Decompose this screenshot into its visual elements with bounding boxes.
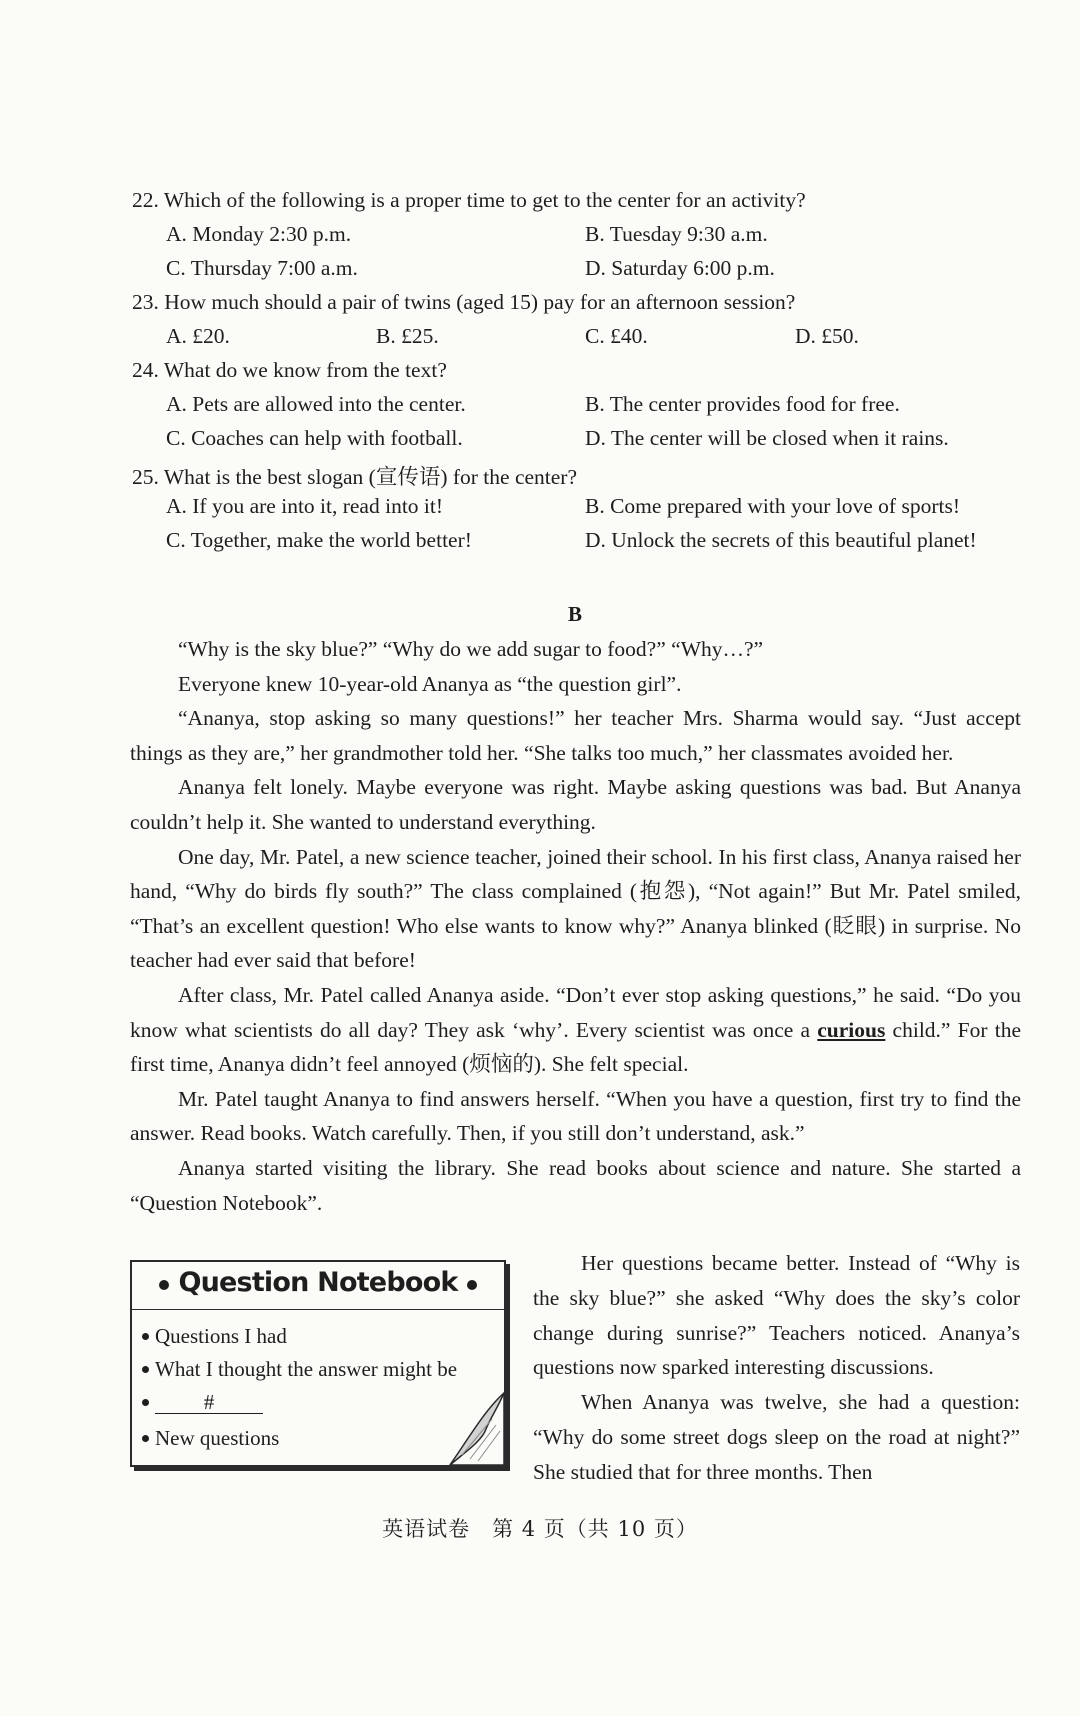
bullet-dot-icon	[142, 1333, 149, 1340]
option-a: A. If you are into it, read into it!	[166, 494, 444, 518]
question-stem: 24. What do we know from the text?	[132, 358, 447, 382]
option-c: C. Thursday 7:00 a.m.	[166, 256, 358, 280]
notebook-title: Question Notebook	[178, 1267, 458, 1298]
question-stem: 23. How much should a pair of twins (aged 15) pay for an afternoon session?	[132, 290, 796, 314]
option-c: C. £40.	[585, 324, 648, 348]
question-stem: 22. Which of the following is a proper time to get to the center for an activity?	[132, 188, 806, 212]
page-curl-icon	[442, 1389, 506, 1467]
option-d: D. Unlock the secrets of this beautiful planet!	[585, 528, 977, 552]
option-d: D. £50.	[795, 324, 859, 348]
notebook-item: What I thought the answer might be	[142, 1357, 457, 1382]
passage-paragraph: “Why is the sky blue?” “Why do we add sugar to food?” “Why…?”	[178, 637, 764, 661]
option-c: C. Coaches can help with football.	[166, 426, 463, 450]
notebook-header	[132, 1262, 504, 1310]
question-notebook-figure	[130, 1260, 506, 1467]
option-a: A. Monday 2:30 p.m.	[166, 222, 352, 246]
bullet-dot-icon	[467, 1280, 477, 1290]
paragraph-text: After class, Mr. Patel called Ananya aside. “Don’t ever stop asking questions,” he said. “Do you know what scientists do all day? They ask ‘why’. Every scientist was once a	[130, 982, 1021, 1042]
passage-paragraph: Mr. Patel taught Ananya to find answers herself. “When you have a question, first try to find the answer. Read books. Watch carefully. Then, if you still don’t understand, ask.”	[130, 1086, 1021, 1146]
page-footer: 英语试卷 第 4 页（共 10 页）	[382, 1517, 698, 1541]
passage-paragraph: Everyone knew 10-year-old Ananya as “the question girl”.	[178, 671, 682, 696]
bullet-dot-icon	[142, 1366, 149, 1373]
notebook-item-blank	[142, 1390, 263, 1415]
passage-side-column	[533, 1246, 1020, 1490]
option-b: B. £25.	[376, 324, 439, 348]
option-d: D. The center will be closed when it rains.	[585, 426, 949, 450]
option-d: D. Saturday 6:00 p.m.	[585, 256, 775, 280]
notebook-item: Questions I had	[142, 1324, 287, 1349]
paragraph-text: child.” For the first time, Ananya didn’t feel annoyed (烦恼的). She felt special.	[130, 1017, 1021, 1077]
option-b: B. Come prepared with your love of sports!	[585, 494, 960, 518]
bullet-dot-icon	[142, 1435, 149, 1442]
section-heading: B	[567, 602, 582, 626]
answer-blank: #	[155, 1391, 263, 1414]
option-c: C. Together, make the world better!	[166, 528, 472, 552]
notebook-item: New questions	[142, 1426, 279, 1451]
passage-paragraph: When Ananya was twelve, she had a question: “Why do some street dogs sleep on the road at night?” She studied that for three months. Then	[533, 1390, 1020, 1484]
option-b: B. Tuesday 9:30 a.m.	[585, 222, 768, 246]
underlined-word: curious	[817, 1017, 886, 1042]
reading-passage	[130, 632, 1021, 1220]
passage-paragraph: Ananya started visiting the library. She read books about science and nature. She started a “Question Notebook”.	[130, 1155, 1021, 1215]
option-a: A. Pets are allowed into the center.	[166, 392, 466, 416]
option-b: B. The center provides food for free.	[585, 392, 900, 416]
option-a: A. £20.	[166, 324, 230, 348]
question-stem: 25. What is the best slogan (宣传语) for the center?	[132, 465, 578, 489]
passage-paragraph: “Ananya, stop asking so many questions!” her teacher Mrs. Sharma would say. “Just accept things as they are,” her grandmother told her. “She talks too much,” her classmates avoided her.	[130, 706, 1021, 765]
passage-paragraph: One day, Mr. Patel, a new science teacher, joined their school. In his first class, Ananya raised her hand, “Why do birds fly south?” The class complained (抱怨), “Not again!” But Mr. Patel smiled, “That’s an excellent question! Who else wants to know why?” Ananya blinked (眨眼) in surprise. No teacher had ever said that before!	[130, 844, 1021, 973]
passage-paragraph: Ananya felt lonely. Maybe everyone was right. Maybe asking questions was bad. But Ananya couldn’t help it. She wanted to understand everything.	[130, 775, 1021, 834]
bullet-dot-icon	[142, 1399, 149, 1406]
passage-paragraph	[130, 978, 1021, 1082]
passage-paragraph: Her questions became better. Instead of “Why is the sky blue?” she asked “Why does the sky’s color change during sunrise?” Teachers noticed. Ananya’s questions now sparked interesting discussions.	[533, 1251, 1020, 1380]
